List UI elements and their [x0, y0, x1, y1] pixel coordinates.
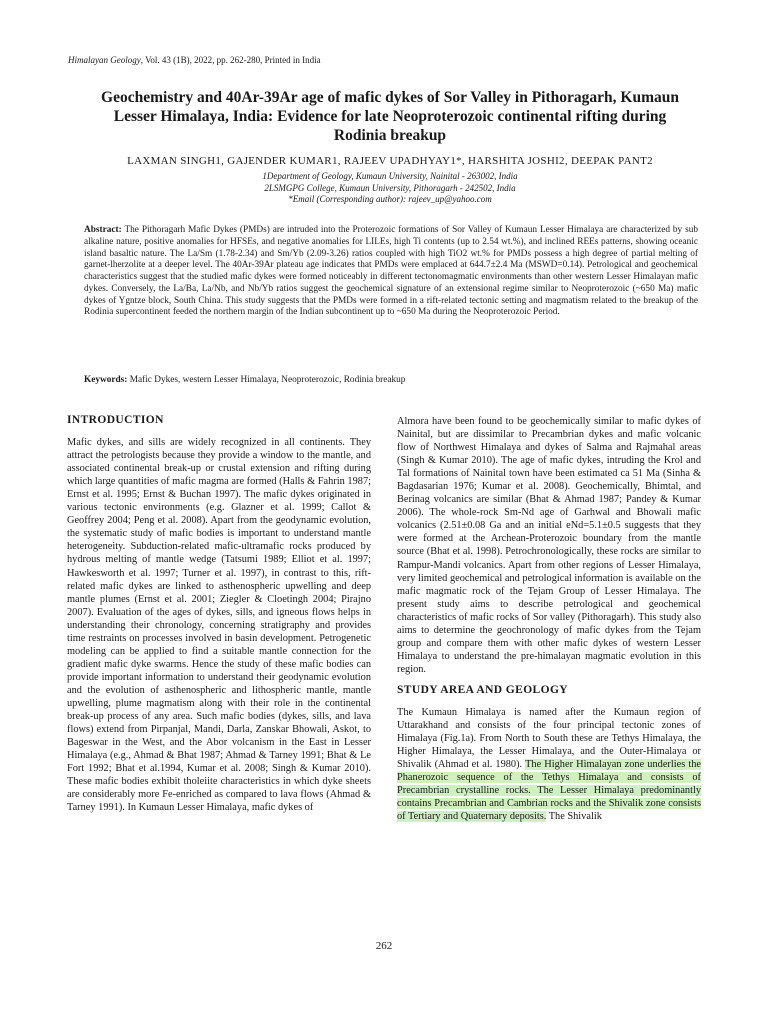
study-area-text-end: The Shivalik	[546, 811, 602, 823]
journal-info: , Vol. 43 (1B), 2022, pp. 262-280, Printed in India	[140, 55, 321, 65]
introduction-paragraph: Mafic dykes, and sills are widely recognized in all continents. They attract the petrologists because they provide a window to the mantle, and associated continental break-up or crustal extension and rifting during which large quantities of mafic magma are formed (Halls & Fahrin 1987; Ernst et al. 1995; Ernst & Buchan 1997). The mafic dykes originated in various tectonic environments (e.g. Glazner et al. 1999; Callot & Geoffrey 2004; Peng et al. 2008). Apart from the geodynamic evolution, the systematic study of mafic bodies is important to understand mantle heterogeneity. Subduction-related mafic-ultramafic rocks produced by hydrous melting of mantle wedge (Tatsumi 1989; Elliot et al. 1997; Hawkesworth et al. 1997; Turner et al. 1997), in contrast to this, rift-related mafic dykes are linked to asthenospheric upwelling and deep mantle plumes (Ernst et al. 2001; Ziegler & Cloetingh 2004; Pirajno 2007). Evaluation of the ages of dykes, sills, and igneous flows helps in understanding their chronology, concerning stratigraphy and provides time restraints on processes involved in basin development. Petrogenetic modeling can be applied to find a suitable mantle connection for the gradient mafic dyke swarms. Hence the study of these mafic bodies can provide important information to understand their geodynamic evolution and the evolution of asthenospheric and lithospheric mantle, mantle upwelling, plume magmatism along with their role in the continental break-up process of any area. Such mafic bodies (dykes, sills, and lava flows) extend from Pirpanjal, Mandi, Darla, Zanskar Bhowali, Askot, to Bageswar in the West, and the Abor volcanism in the East in Lesser Himalaya (e.g., Ahmad & Bhat 1987; Ahmad & Tarney 1991; Bhat & Le Fort 1992; Bhat et al.1994, Kumar et al. 2008; Singh & Kumar 2010). These mafic bodies exhibit tholeiite characteristics in which dyke sheets are considerably more Fe-enriched as compared to lava flows (Ahmad & Tarney 1991). In Kumaun Lesser Himalaya, mafic dykes of	[67, 437, 371, 814]
keywords-text: Mafic Dykes, western Lesser Himalaya, Neoproterozoic, Rodinia breakup	[129, 375, 406, 385]
introduction-continued-paragraph: Almora have been found to be geochemically similar to mafic dykes of Nainital, but are dissimilar to Precambrian dykes and mafic volcanic flow of Northwest Himalaya and dykes of Salma and Rajmahal areas (Singh & Kumar 2010). The age of mafic dykes, intruding the Krol and Tal formations of Nainital town have been estimated ca 51 Ma (Sinha & Bagdasarian 1976; Kumar et al. 2008). Geochemically, Bhimtal, and Berinag volcanics are similar (Bhat & Ahmad 1987; Pandey & Kumar 2006). The whole-rock Sm-Nd age of Garhwal and Bhowali mafic volcanics (2.51±0.08 Ga and an initial eNd=5.1±0.5 suggests that they were formed at the Archean-Proterozoic boundary from the mantle source (Bhat et al. 1998). Petrochronologically, these rocks are similar to Rampur-Mandi volcanics. Apart from other regions of Lesser Himalaya, very limited geochemical and petrological information is available on the mafic magmatic rock of the Tejam Group of Lesser Himalaya. The present study aims to describe petrological and geochemical characteristics of mafic rocks of Sor valley (Pithoragarh). This study also aims to determine the geochronology of mafic dykes from the Tejam group and compare them with other mafic dykes of western Lesser Himalaya to understand the pre-himalayan magmatic evolution in this region.	[397, 416, 701, 675]
journal-citation	[68, 55, 321, 65]
affiliation-1: 1Department of Geology, Kumaun University, Nainital - 263002, India	[262, 171, 518, 181]
study-area-paragraph	[397, 706, 701, 823]
paper-title: Geochemistry and 40Ar-39Ar age of mafic dykes of Sor Valley in Pithoragarh, Kumaun Lesser Himalaya, India: Evidence for late Neoproterozoic continental rifting during Rodinia breakup	[101, 89, 679, 144]
left-column	[67, 412, 371, 814]
section-heading-introduction: INTRODUCTION	[67, 414, 164, 426]
right-column	[397, 415, 701, 823]
study-area-text: The Kumaun Himalaya is named after the Kumaun region of Uttarakhand and consists of the four principal tectonic zones of Himalaya (Fig.1a). From North to South these are Tethys Himalaya, the Higher Himalaya, the Lesser Himalaya, and the Outer-Himalaya or Shivalik (Ahmad et al. 1980).	[397, 706, 701, 771]
affiliation-2: 2LSMGPG College, Kumaun University, Pithoragarh - 242502, India	[264, 182, 516, 193]
journal-name: Himalayan Geology	[68, 55, 141, 65]
keywords	[84, 375, 698, 385]
highlighted-text: The Higher Himalayan zone underlies the Phanerozoic sequence of the Tethys Himalaya and consists of Precambrian crystalline rocks. The Lesser Himalaya predominantly contains Precambrian and Cambrian rocks and the Shivalik zone consists of Tertiary and Quaternary deposits.	[397, 759, 701, 823]
affiliations	[68, 171, 712, 206]
section-heading-study-area: STUDY AREA AND GEOLOGY	[397, 683, 569, 696]
abstract-text: The Pithoragarh Mafic Dykes (PMDs) are intruded into the Proterozoic formations of Sor Valley of Kumaun Lesser Himalaya are characterized by sub alkaline nature, positive anomalies for HFSEs, and negative anomalies for LILEs, high Ti contents (up to 2.54 wt.%), and inclined REEs patterns, showing oceanic island basaltic nature. The La/Sm (1.78-2.34) and Sm/Yb (2.09-3.26) ratios coupled with high TiO2 wt.% for PMDs possess a high degree of partial melting of garnet-lherzolite at a deeper level. The 40Ar-39Ar plateau age indicates that PMDs were emplaced at 644.7±2.4 Ma (MSWD=0.14). Petrological and geochemical characteristics suggest that the studied mafic dykes were formed noticeably in different tectonomagmatic environments than other western Lesser Himalayan mafic dykes. Conversely, the La/Ba, La/Nb, and Nb/Yb ratios suggest the geochemical signature of an extensional regime similar to Neoproterozoic (~650 Ma) mafic dykes of Ygntze block, South China. This study suggests that the PMDs were formed in a rift-related tectonic setting and magmatism related to the breakup of the Rodinia supercontinent feeded the northern margin of the Indian subcontinent up to ~650 Ma during the Neoproterozoic Period.	[84, 225, 699, 318]
corresponding-email: *Email (Corresponding author): rajeev_up@yahoo.com	[288, 194, 492, 204]
abstract	[84, 225, 698, 319]
author-list: LAXMAN SINGH1, GAJENDER KUMAR1, RAJEEV UPADHYAY1*, HARSHITA JOSHI2, DEEPAK PANT2	[127, 155, 653, 167]
page-number: 262	[375, 940, 393, 952]
keywords-label: Keywords:	[84, 375, 128, 385]
abstract-label: Abstract:	[84, 225, 122, 235]
